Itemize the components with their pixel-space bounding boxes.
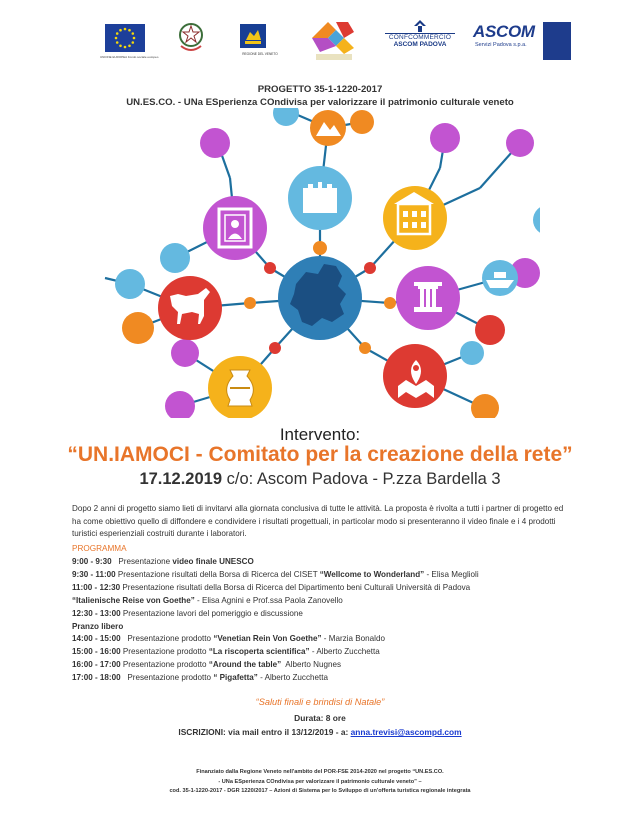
- schedule-row: [72, 582, 592, 595]
- building-node: [383, 186, 447, 250]
- intervento-label: Intervento:: [279, 425, 361, 444]
- eu-caption: UNIONE EUROPEA Fondo sociale europeo: [100, 55, 159, 59]
- schedule-highlight: “Venetian Rein Von Goethe”: [213, 634, 322, 644]
- schedule-row: [72, 595, 592, 608]
- eu-flag-logo: [105, 24, 145, 52]
- unesco-project-logo: [308, 18, 358, 62]
- schedule-speaker: Alberto Nugnes: [283, 660, 342, 670]
- schedule-row: [72, 633, 592, 646]
- sponsor-logos: [100, 18, 580, 64]
- schedule-highlight: “Italienische Reise von Goethe”: [72, 595, 195, 605]
- veneto-region-logo: [240, 24, 266, 48]
- map-pin-node: [383, 344, 447, 408]
- schedule-time: Pranzo libero: [72, 621, 124, 631]
- boat-node: [482, 260, 518, 296]
- confcommercio-sub: ASCOM PADOVA: [393, 41, 447, 48]
- veneto-caption: REGIONE DEL VENETO: [242, 52, 278, 56]
- ascom-sub: Servizi Padova s.p.a.: [475, 42, 527, 48]
- italy-emblem-logo: [178, 20, 204, 54]
- confcommercio-logo: [385, 20, 455, 62]
- schedule-row: [72, 556, 592, 569]
- schedule-highlight: “ Pigafetta”: [213, 673, 258, 683]
- schedule-time: 16:00 - 17:00: [72, 660, 121, 670]
- footer-line: Finanziato dalla Regione Veneto nell'ambito del POR-FSE 2014-2020 nel progetto “UN.ES.CO.: [196, 769, 444, 775]
- registration: [0, 727, 640, 737]
- schedule-highlight: “Wellcome to Wonderland”: [319, 569, 425, 579]
- registration-text: ISCRIZIONI: via mail entro il 13/12/2019 - a:: [178, 727, 351, 737]
- confcommercio-name: CONFCOMMERCIO: [385, 33, 455, 41]
- programma-heading: PROGRAMMA: [72, 544, 127, 553]
- schedule-list: [72, 556, 592, 685]
- schedule-text: Presentazione lavori del pomeriggio e discussione: [122, 608, 303, 618]
- ascom-name: ASCOM: [473, 22, 535, 41]
- picture-frame-node: [203, 196, 267, 260]
- schedule-speaker: - Elisa Meglioli: [424, 569, 479, 579]
- closing-greeting: “Saluti finali e brindisi di Natale”: [255, 697, 385, 707]
- horse-node: [158, 276, 222, 340]
- schedule-row: [72, 672, 592, 685]
- schedule-time: 15:00 - 16:00: [72, 647, 121, 657]
- schedule-highlight: video finale UNESCO: [172, 557, 254, 566]
- schedule-text: Presentazione prodotto: [122, 647, 209, 657]
- veneto-map-node: [278, 256, 362, 340]
- project-code: PROGETTO 35-1-1220-2017: [257, 84, 383, 95]
- event-date: 17.12.2019: [139, 470, 223, 488]
- mountain-node: [310, 110, 346, 146]
- event-title: “UN.IAMOCI - Comitato per la creazione della rete”: [67, 443, 573, 466]
- schedule-speaker: - Elisa Agnini e Prof.ssa Paola Zanovello: [194, 595, 343, 605]
- schedule-text: Presentazione prodotto: [127, 634, 214, 644]
- schedule-text: Presentazione prodotto: [122, 660, 209, 670]
- duration: Durata: 8 ore: [294, 713, 346, 723]
- schedule-row: [72, 569, 592, 582]
- network-illustration: [100, 108, 540, 418]
- event-date-location: [0, 470, 640, 489]
- ascom-badge: [543, 22, 571, 60]
- vase-node: [208, 356, 272, 418]
- schedule-time: 9:30 - 11:00: [72, 569, 116, 579]
- schedule-text: Presentazione risultati della Borsa di Ricerca del Dipartimento beni Culturali Università di Padova: [122, 582, 471, 592]
- schedule-text: Presentazione risultati della Borsa di Ricerca del CISET: [117, 569, 320, 579]
- schedule-text: Presentazione: [118, 557, 173, 566]
- footer-line: - UNa ESperienza COndivisa per valorizzare il patrimonio culturale veneto” –: [218, 778, 422, 785]
- schedule-highlight: “Around the table”: [208, 660, 282, 670]
- schedule-row: [72, 646, 592, 659]
- schedule-time: 11:00 - 12:30: [72, 582, 121, 592]
- schedule-time: 9:00 - 9:30: [72, 557, 112, 566]
- schedule-speaker: - Alberto Zucchetta: [257, 673, 329, 683]
- column-node: [396, 266, 460, 330]
- ascom-logo: [473, 22, 583, 62]
- schedule-speaker: - Alberto Zucchetta: [309, 647, 380, 657]
- registration-email-link[interactable]: anna.trevisi@ascompd.com: [350, 727, 462, 737]
- schedule-row: [72, 608, 592, 621]
- schedule-time: 14:00 - 15:00: [72, 634, 121, 644]
- intro-paragraph: Dopo 2 anni di progetto siamo lieti di invitarvi alla giornata conclusiva di tutte le attività. La proposta è rivolta a tutti i partner di progetto ed ha come obiettivo quello di diffondere e condividere i risultati progettuali, in particolar modo si presenteranno il video finale e i 4 prodotti turistici esperienziali costruiti durante i laboratori.: [72, 504, 564, 539]
- schedule-time: 12:30 - 13:00: [72, 608, 121, 618]
- event-location: c/o: Ascom Padova - P.zza Bardella 3: [226, 470, 501, 488]
- schedule-row: [72, 621, 592, 634]
- schedule-highlight: “La riscoperta scientifica”: [208, 647, 310, 657]
- schedule-row: [72, 659, 592, 672]
- footer-funding: [0, 768, 640, 797]
- footer-line: cod. 35-1-1220-2017 - DGR 1220/2017 – Azioni di Sistema per lo Sviluppo di un'offerta turistica regionale integrata: [169, 788, 471, 795]
- castle-node: [288, 166, 352, 230]
- schedule-time: 17:00 - 18:00: [72, 673, 121, 683]
- project-name: UN.ES.CO. - UNa ESperienza COndivisa per valorizzare il patrimonio culturale veneto: [126, 97, 514, 108]
- schedule-text: Presentazione prodotto: [127, 673, 214, 683]
- schedule-speaker: - Marzia Bonaldo: [321, 634, 385, 644]
